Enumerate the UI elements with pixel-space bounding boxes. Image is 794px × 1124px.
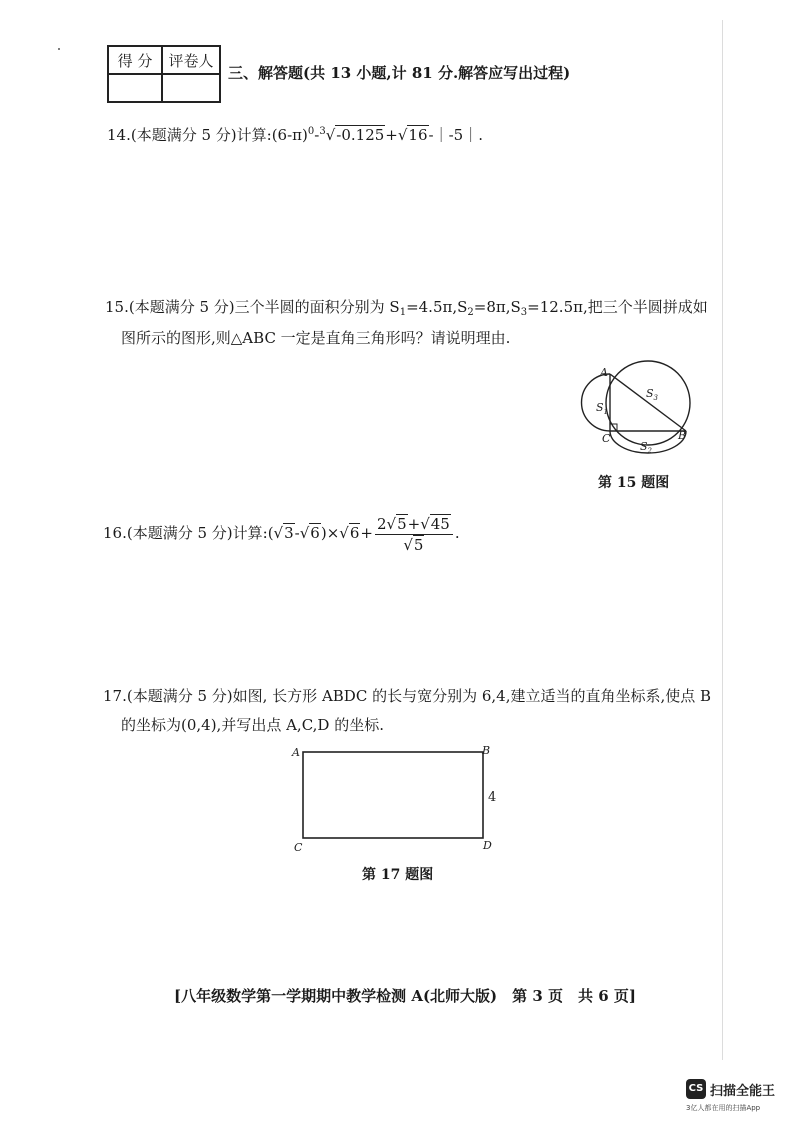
q15-s2-sub: 2: [467, 307, 474, 318]
q16-plus: +: [360, 524, 373, 542]
scanner-app-name: 扫描全能王: [710, 1084, 776, 1099]
label-c: C: [294, 841, 303, 854]
q16-times: )×: [320, 524, 340, 542]
q14-radicand-1: -0.125: [336, 126, 385, 144]
figure-15: [578, 360, 693, 465]
question-16: 16.(本题满分 5 分)计算:(√3-√6)×√6+ $\frac{2√5+√45}{√5}$ .: [103, 514, 460, 554]
q15-s3-sub: 3: [520, 307, 528, 318]
question-15-line-2: 图所示的图形,则△ABC 一定是直角三角形吗？请说明理由.: [121, 329, 511, 347]
q14-exponent: 0: [307, 126, 315, 137]
q16-den-r5: 5: [413, 535, 424, 554]
q14-minus: -: [314, 126, 320, 144]
q14-radicand-2: 16: [408, 126, 428, 144]
rectangle-abdc: [303, 752, 483, 838]
q16-r6a: 6: [310, 524, 320, 542]
score-label: 得 分: [108, 46, 162, 74]
section-title: 三、解答题(共 13 小题,计 81 分.解答应写出过程): [228, 64, 571, 82]
score-cell: [108, 74, 162, 102]
q14-tail: -｜-5｜.: [428, 126, 483, 144]
q16-r6b: 6: [349, 524, 360, 542]
grader-label: 评卷人: [162, 46, 220, 74]
q16-prefix: 16.(本题满分 5 分)计算:(: [103, 524, 274, 542]
question-17-line-1: 17.(本题满分 5 分)如图, 长方形 ABDC 的长与宽分别为 6,4,建立适当的直角坐标系,使点 B: [103, 687, 712, 705]
q15-s1-sub: 1: [399, 307, 407, 318]
q14-cube-index: 3: [319, 126, 326, 137]
fold-line: [722, 20, 723, 1060]
question-14: 14.(本题满分 5 分)计算$:(6-\pi)^0-^3√-0.125+√16-|-5|$.: [107, 126, 483, 144]
side-length-label: 4: [488, 790, 497, 805]
label-a: A: [600, 366, 608, 379]
page-footer: [八年级数学第一学期期中教学检测 A(北师大版) 第 3 页 共 6 页]: [174, 987, 637, 1005]
q14-prefix: 14.(本题满分 5 分)计算:(6-π): [107, 126, 308, 144]
label-b: B: [678, 429, 687, 442]
question-15-line-1: [105, 293, 708, 327]
q15-s2-val: =8π,S: [473, 298, 521, 316]
figure-17: [290, 740, 500, 855]
figure-15-caption: 第 15 题图: [598, 475, 670, 491]
q15-line1-suffix: =12.5π,把三个半圆拼成如: [527, 298, 708, 316]
score-table: [107, 45, 221, 103]
q16-num-coef: 2: [376, 514, 387, 533]
label-d: D: [483, 839, 492, 852]
side-ab: [610, 374, 686, 431]
q16-tail: .: [454, 524, 460, 542]
scanner-tagline: 3亿人都在用的扫描App: [686, 1104, 761, 1112]
label-a: A: [292, 746, 300, 759]
label-b: B: [482, 744, 491, 757]
q16-fraction: $\frac{2√5+√45}{√5}$: [375, 514, 453, 555]
label-s3: $S_3$: [646, 387, 659, 402]
grader-cell: [162, 74, 220, 102]
scan-speck: [58, 48, 60, 50]
q15-line1-prefix: 15.(本题满分 5 分)三个半圆的面积分别为 S: [105, 298, 400, 316]
q16-num-plus: +: [407, 514, 421, 533]
q14-plus: +: [385, 126, 398, 144]
label-c: C: [602, 432, 611, 445]
q16-num-r45: 45: [430, 514, 450, 533]
q16-minus: -: [294, 524, 300, 542]
scanner-logo-icon: CS: [686, 1079, 706, 1099]
q16-num-r5: 5: [397, 514, 407, 533]
q15-s1-val: =4.5π,S: [406, 298, 468, 316]
q16-r3: 3: [284, 524, 294, 542]
question-17-line-2: 的坐标为(0,4),并写出点 A,C,D 的坐标.: [121, 716, 384, 734]
figure-17-caption: 第 17 题图: [362, 867, 434, 883]
label-s2: $S_2$: [640, 440, 653, 455]
label-s1: $S_1$: [596, 401, 609, 416]
